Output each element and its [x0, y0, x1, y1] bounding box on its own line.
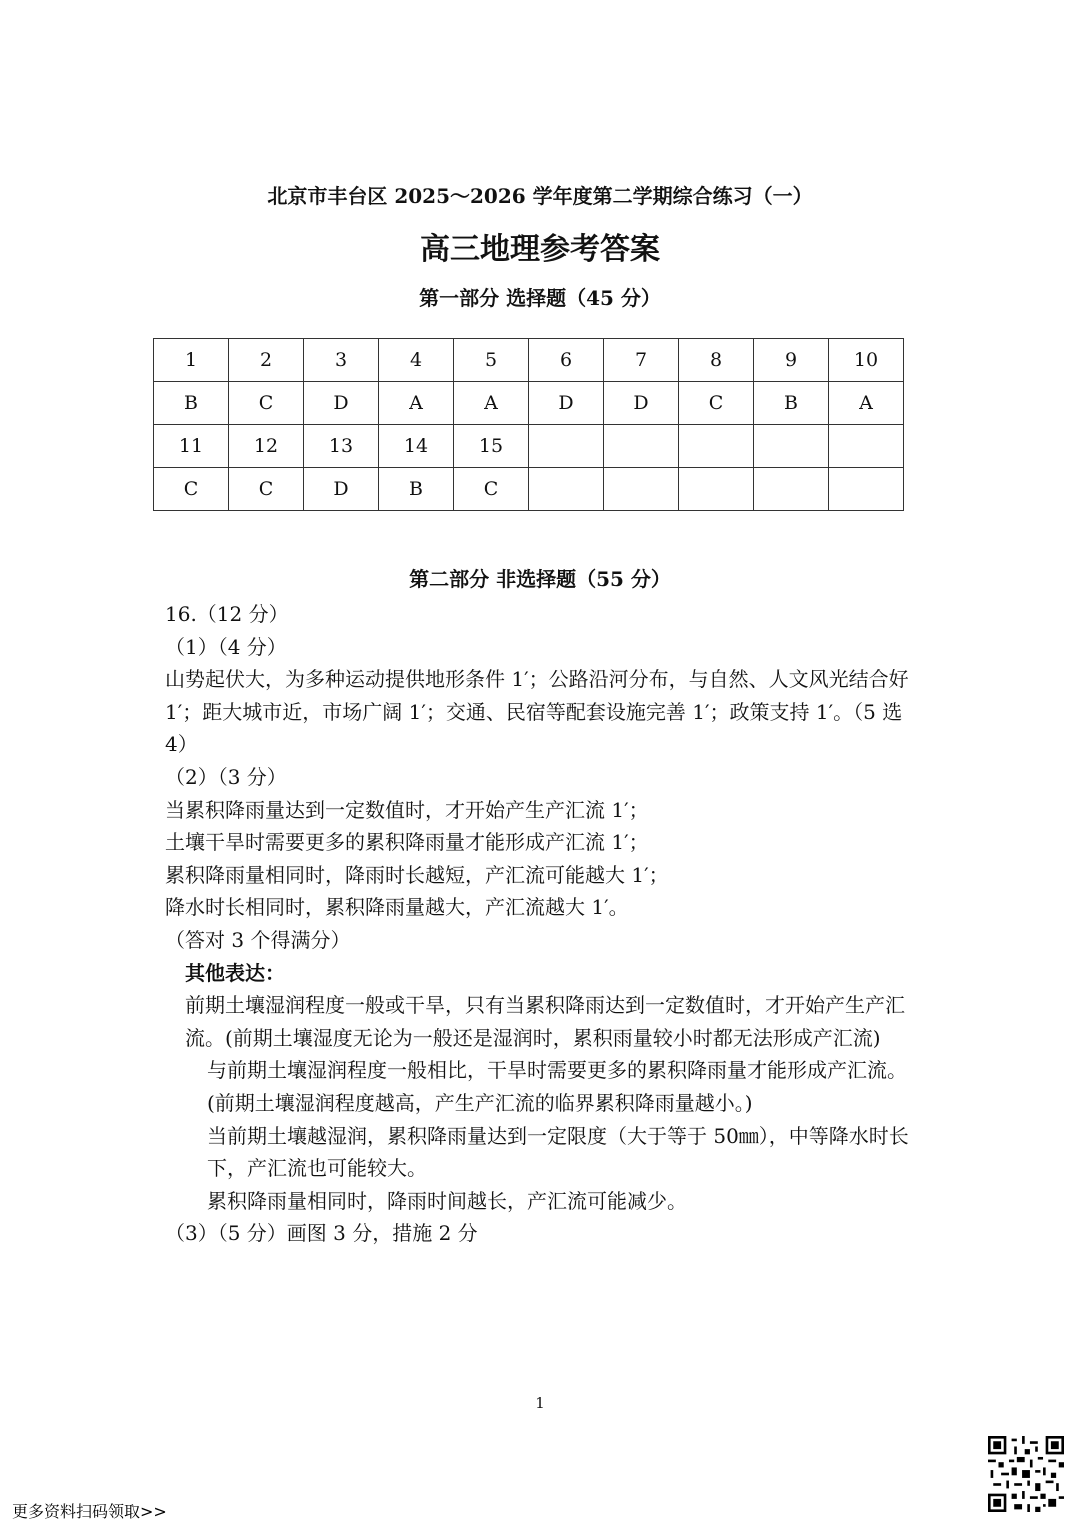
document-title: 北京市丰台区 2025～2026 学年度第二学期综合练习（一）	[267, 184, 813, 208]
table-cell: D	[529, 382, 604, 425]
question-16-heading: 16.（12 分）	[165, 602, 289, 626]
table-cell: 15	[454, 425, 529, 468]
table-cell: 4	[379, 339, 454, 382]
question-16-1-heading: （1）（4 分）	[165, 634, 287, 659]
question-16-2-line: 累积降雨量相同时，降雨时长越短，产汇流可能越大 1′；	[165, 862, 669, 887]
answer-body-text	[165, 598, 925, 1250]
table-cell: 13	[304, 425, 379, 468]
other-expression-label: 其他表达：	[185, 960, 285, 985]
table-cell	[529, 468, 604, 511]
table-row	[154, 339, 904, 382]
table-cell: B	[379, 468, 454, 511]
table-cell: 14	[379, 425, 454, 468]
question-16-2-line: 当累积降雨量达到一定数值时，才开始产生产汇流 1′；	[165, 797, 649, 822]
table-cell: 12	[229, 425, 304, 468]
table-cell	[604, 425, 679, 468]
table-cell: B	[754, 382, 829, 425]
document-subtitle: 高三地理参考答案	[420, 232, 660, 267]
other-expression-paragraph: 当前期土壤越湿润，累积降雨量达到一定限度（大于等于 50㎜），中等降水时长下，产汇流也可能较大。	[207, 1123, 909, 1181]
table-cell: D	[604, 382, 679, 425]
question-16-3-heading: （3）（5 分）画图 3 分，措施 2 分	[165, 1221, 478, 1246]
table-cell: C	[229, 382, 304, 425]
question-16-2-line: （答对 3 个得满分）	[165, 927, 351, 952]
table-cell: C	[679, 382, 754, 425]
table-row	[154, 382, 904, 425]
table-cell: B	[154, 382, 229, 425]
table-cell	[679, 468, 754, 511]
table-cell: 8	[679, 339, 754, 382]
table-cell: C	[229, 468, 304, 511]
table-cell: 1	[154, 339, 229, 382]
other-expression-paragraph: 与前期土壤湿润程度一般相比，干旱时需要更多的累积降雨量才能形成产汇流。(前期土壤湿润程度越高，产生产汇流的临界累积降雨量越小。)	[207, 1058, 907, 1115]
table-cell: 5	[454, 339, 529, 382]
table-cell: 7	[604, 339, 679, 382]
table-row	[154, 468, 904, 511]
table-cell	[679, 425, 754, 468]
table-cell: 9	[754, 339, 829, 382]
table-cell: 2	[229, 339, 304, 382]
other-expression-paragraph: 前期土壤湿润程度一般或干旱，只有当累积降雨达到一定数值时，才开始产生产汇流。(前期土壤湿度无论为一般还是湿润时，累积雨量较小时都无法形成产汇流)	[185, 993, 905, 1050]
part1-heading: 第一部分 选择题（45 分）	[419, 286, 661, 310]
other-expression-paragraph: 累积降雨量相同时，降雨时间越长，产汇流可能减少。	[207, 1188, 687, 1213]
question-16-2-line: 降水时长相同时，累积降雨量越大，产汇流越大 1′。	[165, 895, 629, 920]
qr-code-icon[interactable]	[988, 1436, 1064, 1512]
question-16-2-line: 土壤干旱时需要更多的累积降雨量才能形成产汇流 1′；	[165, 830, 649, 855]
part2-heading: 第二部分 非选择题（55 分）	[409, 567, 671, 591]
table-row	[154, 425, 904, 468]
scan-prompt-text: 更多资料扫码领取>>	[12, 1502, 167, 1521]
table-cell: C	[454, 468, 529, 511]
table-cell	[754, 425, 829, 468]
table-cell: 6	[529, 339, 604, 382]
question-16-1-answer: 山势起伏大，为多种运动提供地形条件 1′；公路沿河分布，与自然、人文风光结合好 1′；距大城市近，市场广阔 1′；交通、民宿等配套设施完善 1′；政策支持 1′。（5 选 4）	[165, 667, 909, 757]
table-cell	[604, 468, 679, 511]
table-cell: 10	[829, 339, 904, 382]
answer-table	[153, 338, 904, 511]
question-16-2-heading: （2）（3 分）	[165, 764, 287, 789]
table-cell	[829, 468, 904, 511]
table-cell	[529, 425, 604, 468]
table-cell: C	[154, 468, 229, 511]
table-cell: A	[454, 382, 529, 425]
table-cell: 11	[154, 425, 229, 468]
table-cell	[754, 468, 829, 511]
page-number: 1	[535, 1394, 545, 1412]
table-cell: D	[304, 468, 379, 511]
table-cell: D	[304, 382, 379, 425]
table-cell: A	[829, 382, 904, 425]
table-cell	[829, 425, 904, 468]
table-cell: A	[379, 382, 454, 425]
table-cell: 3	[304, 339, 379, 382]
